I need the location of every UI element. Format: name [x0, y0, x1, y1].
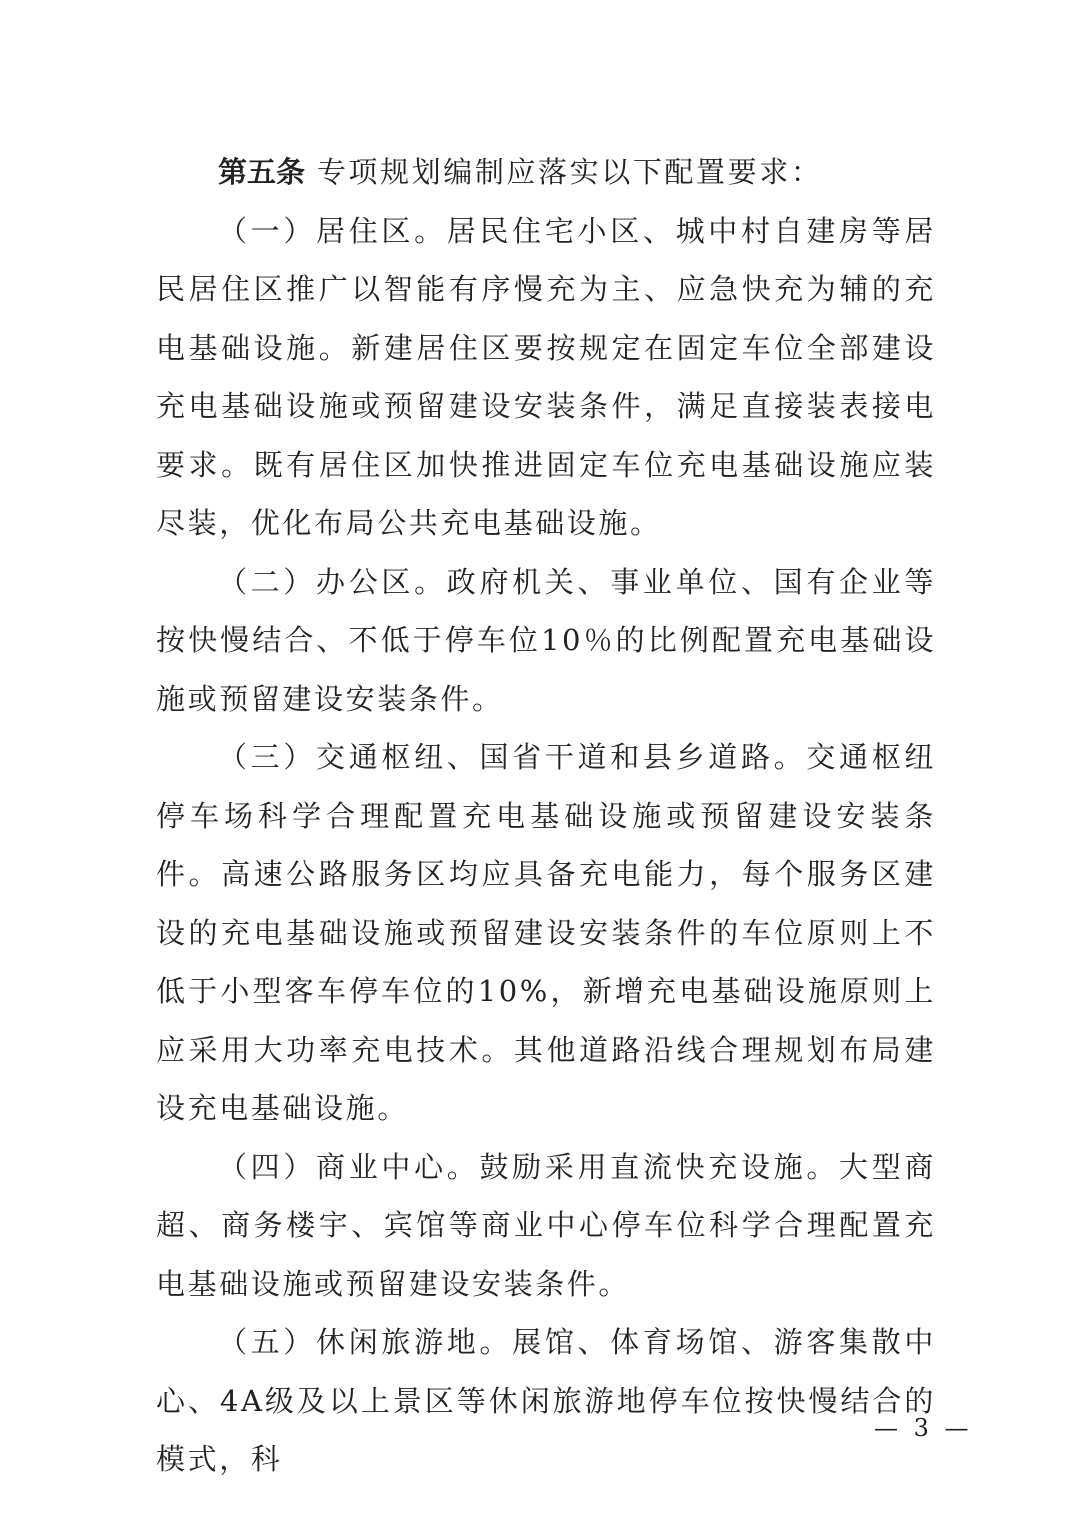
document-body [156, 143, 936, 1489]
article-label: 第五条 [218, 155, 306, 189]
section-leisure-tourism: （五）休闲旅游地。展馆、体育场馆、游客集散中心、4A级及以上景区等休闲旅游地停车位按快慢结合的模式，科 [156, 1325, 936, 1476]
page-number: — 3 — [874, 1414, 973, 1442]
article-intro-text: 专项规划编制应落实以下配置要求： [305, 155, 823, 189]
section-office: （二）办公区。政府机关、事业单位、国有企业等按快慢结合、不低于停车位10％的比例配置充电基础设施或预留建设安装条件。 [156, 564, 936, 716]
section-commercial: （四）商业中心。鼓励采用直流快充设施。大型商超、商务楼宇、宾馆等商业中心停车位科学合理配置充电基础设施或预留建设安装条件。 [156, 1149, 936, 1301]
section-transport: （三）交通枢纽、国省干道和县乡道路。交通枢纽停车场科学合理配置充电基础设施或预留建设安装条件。高速公路服务区均应具备充电能力，每个服务区建设的充电基础设施或预留建设安装条件的车位原则上不低于小型客车停车位的10%，新增充电基础设施原则上应采用大功率充电技术。其他道路沿线合理规划布局建设充电基础设施。 [156, 740, 936, 1125]
article-heading-paragraph [156, 143, 936, 202]
section-residential: （一）居住区。居民住宅小区、城中村自建房等居民居住区推广以智能有序慢充为主、应急快充为辅的充电基础设施。新建居住区要按规定在固定车位全部建设充电基础设施或预留建设安装条件，满足直接装表接电要求。既有居住区加快推进固定车位充电基础设施应装尽装，优化布局公共充电基础设施。 [156, 213, 936, 540]
